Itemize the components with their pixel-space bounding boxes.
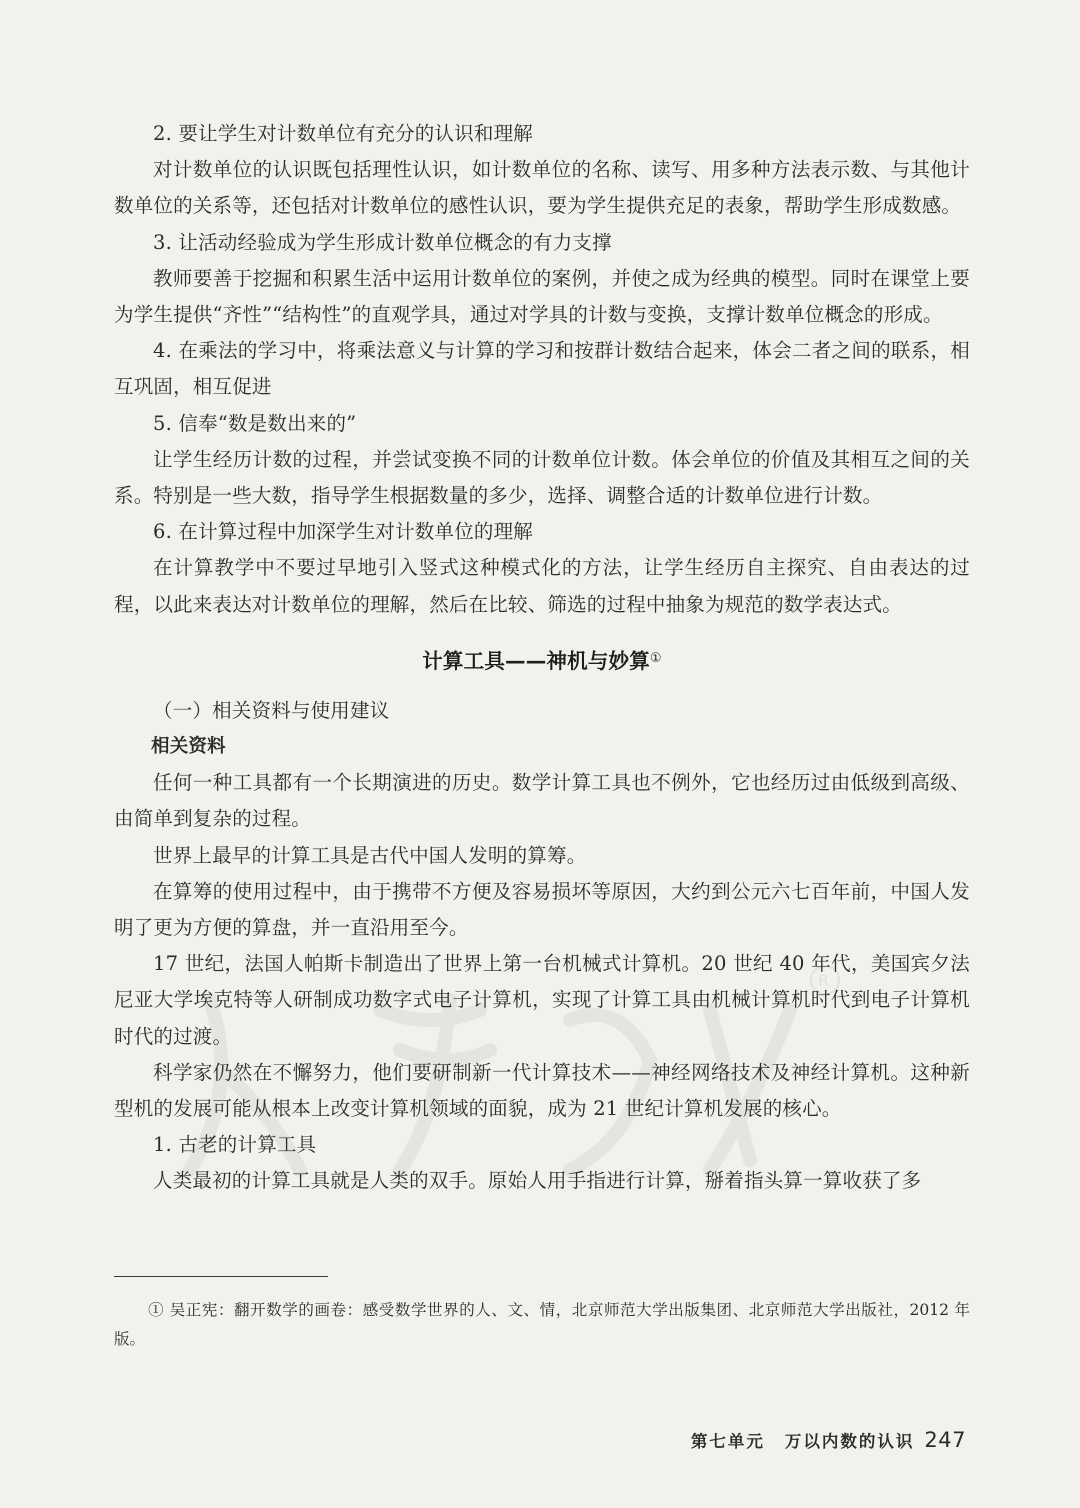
subsection-heading: （一）相关资料与使用建议: [153, 698, 390, 722]
section-title-text: 计算工具——神机与妙算: [422, 648, 650, 673]
section-paragraph-6: 人类最初的计算工具就是人类的双手。原始人用手指进行计算，掰着指头算一算收获了多: [153, 1169, 922, 1193]
point-5-heading: 5. 信奉“数是数出来的”: [153, 411, 357, 435]
page-number: 247: [924, 1428, 966, 1452]
page-footer: [691, 1428, 966, 1462]
point-6-text: 在计算教学中不要过早地引入竖式这种模式化的方法，让学生经历自主探究、自由表达的过程，以此来表达对计数单位的理解，然后在比较、筛选的过程中抽象为规范的数学表达式。: [114, 556, 970, 616]
footnote-marker: ①: [649, 650, 662, 666]
footer-topic: 万以内数的认识: [784, 1432, 915, 1451]
point-2-text: 对计数单位的认识既包括理性认识，如计数单位的名称、读写、用多种方法表示数、与其他计数单位的关系等，还包括对计数单位的感性认识，要为学生提供充足的表象，帮助学生形成数感。: [114, 158, 970, 218]
section-paragraph-3: 在算筹的使用过程中，由于携带不方便及容易损坏等原因，大约到公元六七百年前，中国人发明了更为方便的算盘，并一直沿用至今。: [114, 879, 970, 940]
section-paragraph-2: 世界上最早的计算工具是古代中国人发明的算筹。: [153, 843, 587, 867]
related-materials-label: 相关资料: [151, 736, 226, 758]
point-3-heading: 3. 让活动经验成为学生形成计数单位概念的有力支撑: [153, 230, 612, 254]
svg-text:R: R: [818, 971, 830, 990]
ancient-tools-heading: 1. 古老的计算工具: [153, 1133, 317, 1157]
point-3-text: 教师要善于挖掘和积累生活中运用计数单位的案例，并使之成为经典的模型。同时在课堂上要为学生提供“齐性”“结构性”的直观学具，通过对学具的计数与变换，支撑计数单位概念的形成。: [114, 266, 970, 327]
point-4-heading: 4. 在乘法的学习中，将乘法意义与计算的学习和按群计数结合起来，体会二者之间的联系，相互巩固，相互促进: [114, 339, 970, 399]
point-6-heading: 6. 在计算过程中加深学生对计数单位的理解: [153, 520, 534, 544]
section-paragraph-5: 科学家仍然在不懈努力，他们要研制新一代计算技术——神经网络技术及神经计算机。这种新型机的发展可能从根本上改变计算机领域的面貌，成为 21 世纪计算机发展的核心。: [114, 1060, 970, 1121]
point-5-text: 让学生经历计数的过程，并尝试变换不同的计数单位计数。体会单位的价值及其相互之间的关系。特别是一些大数，指导学生根据数量的多少，选择、调整合适的计数单位进行计数。: [114, 447, 970, 508]
point-2-heading: 2. 要让学生对计数单位有充分的认识和理解: [153, 122, 534, 145]
section-title: [114, 641, 970, 679]
section-paragraph-4: 17 世纪，法国人帕斯卡制造出了世界上第一台机械式计算机。20 世纪 40 年代，美国宾夕法尼亚大学埃克特等人研制成功数字式电子计算机，实现了计算工具由机械计算机时代到电子计算机时代的过渡。: [114, 952, 970, 1048]
section-paragraph-1: 任何一种工具都有一个长期演进的历史。数学计算工具也不例外，它也经历过由低级到高级、由简单到复杂的过程。: [114, 771, 970, 831]
main-text: [114, 116, 970, 1200]
footer-unit: 第七单元: [690, 1432, 765, 1451]
footnote-divider: [114, 1276, 328, 1277]
footnote: ① 吴正宪：翻开数学的画卷：感受数学世界的人、文、情，北京师范大学出版集团、北京师范大学出版社，2012 年版。: [114, 1301, 970, 1348]
